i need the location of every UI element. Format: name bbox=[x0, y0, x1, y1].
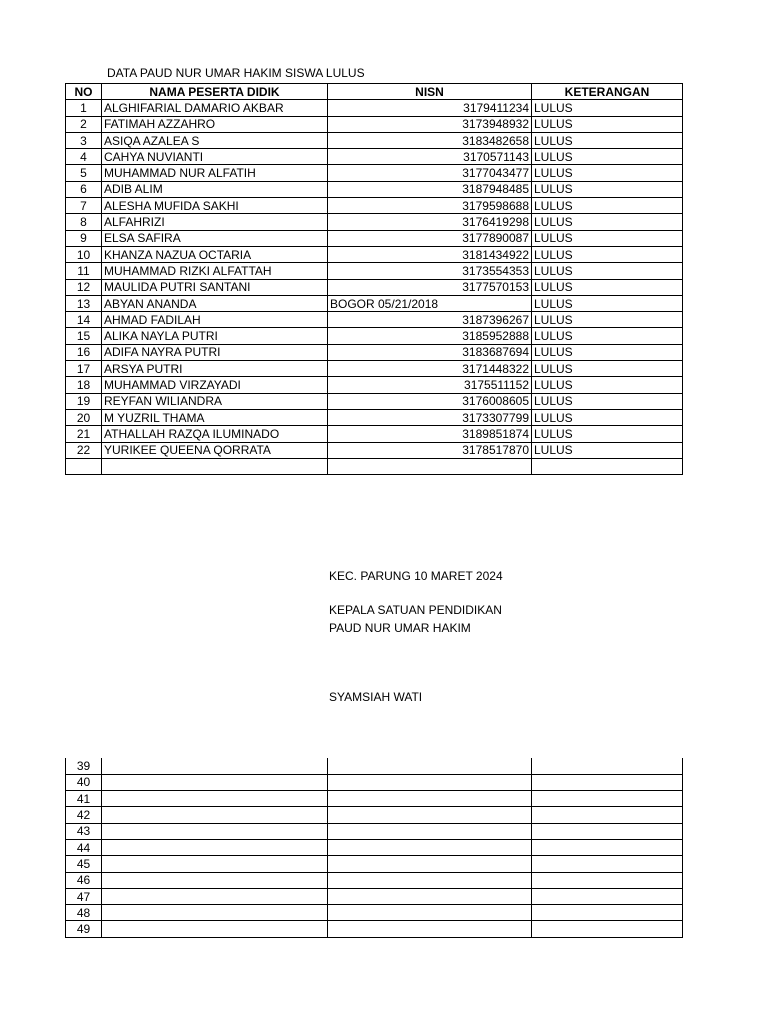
cell-keterangan: LULUS bbox=[532, 100, 683, 116]
cell-name bbox=[102, 905, 328, 921]
cell-no: 17 bbox=[66, 361, 102, 377]
table-row bbox=[66, 165, 683, 181]
table-row bbox=[66, 198, 683, 214]
cell-nisn: 3175511152 bbox=[328, 377, 532, 393]
table-row bbox=[66, 774, 683, 790]
header-name: NAMA PESERTA DIDIK bbox=[102, 84, 328, 100]
cell-no: 22 bbox=[66, 442, 102, 458]
cell-name: ELSA SAFIRA bbox=[102, 230, 328, 246]
table-row bbox=[66, 328, 683, 344]
cell-name: ALGHIFARIAL DAMARIO AKBAR bbox=[102, 100, 328, 116]
cell-keterangan bbox=[532, 856, 683, 872]
signature-place-date: KEC. PARUNG 10 MARET 2024 bbox=[329, 569, 503, 583]
cell-no bbox=[66, 458, 102, 474]
table-row bbox=[66, 807, 683, 823]
cell-keterangan: LULUS bbox=[532, 312, 683, 328]
cell-name bbox=[102, 856, 328, 872]
cell-nisn: 3176008605 bbox=[328, 393, 532, 409]
cell-name bbox=[102, 872, 328, 888]
cell-keterangan bbox=[532, 921, 683, 937]
cell-nisn bbox=[328, 458, 532, 474]
table-row bbox=[66, 149, 683, 165]
cell-no: 3 bbox=[66, 132, 102, 148]
table-row bbox=[66, 888, 683, 904]
cell-no: 15 bbox=[66, 328, 102, 344]
cell-nisn: 3187396267 bbox=[328, 312, 532, 328]
cell-no: 48 bbox=[66, 905, 102, 921]
table-row bbox=[66, 361, 683, 377]
cell-keterangan: LULUS bbox=[532, 295, 683, 311]
table-row bbox=[66, 426, 683, 442]
cell-keterangan bbox=[532, 774, 683, 790]
cell-no: 19 bbox=[66, 393, 102, 409]
student-table bbox=[65, 83, 683, 475]
header-no: NO bbox=[66, 84, 102, 100]
table-row bbox=[66, 312, 683, 328]
cell-nisn: 3170571143 bbox=[328, 149, 532, 165]
cell-no: 13 bbox=[66, 295, 102, 311]
cell-nisn bbox=[328, 872, 532, 888]
cell-name: ALESHA MUFIDA SAKHI bbox=[102, 198, 328, 214]
cell-nisn bbox=[328, 807, 532, 823]
cell-no: 21 bbox=[66, 426, 102, 442]
cell-nisn: 3173307799 bbox=[328, 409, 532, 425]
cell-keterangan: LULUS bbox=[532, 116, 683, 132]
cell-name bbox=[102, 791, 328, 807]
table-row bbox=[66, 214, 683, 230]
cell-name: ALIKA NAYLA PUTRI bbox=[102, 328, 328, 344]
cell-nisn: 3189851874 bbox=[328, 426, 532, 442]
cell-keterangan: LULUS bbox=[532, 361, 683, 377]
cell-name: YURIKEE QUEENA QORRATA bbox=[102, 442, 328, 458]
cell-no: 45 bbox=[66, 856, 102, 872]
continuation-table-body bbox=[66, 758, 683, 937]
cell-name bbox=[102, 823, 328, 839]
table-row bbox=[66, 132, 683, 148]
cell-no: 8 bbox=[66, 214, 102, 230]
cell-name: ATHALLAH RAZQA ILUMINADO bbox=[102, 426, 328, 442]
signature-position-line1: KEPALA SATUAN PENDIDIKAN bbox=[329, 603, 502, 617]
cell-keterangan bbox=[532, 839, 683, 855]
cell-nisn: 3178517870 bbox=[328, 442, 532, 458]
cell-keterangan bbox=[532, 888, 683, 904]
table-row bbox=[66, 921, 683, 937]
cell-no: 43 bbox=[66, 823, 102, 839]
cell-nisn bbox=[328, 791, 532, 807]
cell-no: 20 bbox=[66, 409, 102, 425]
cell-no: 11 bbox=[66, 263, 102, 279]
cell-name: ASIQA AZALEA S bbox=[102, 132, 328, 148]
cell-nisn bbox=[328, 905, 532, 921]
cell-name bbox=[102, 888, 328, 904]
cell-keterangan: LULUS bbox=[532, 409, 683, 425]
table-row bbox=[66, 791, 683, 807]
cell-no: 6 bbox=[66, 181, 102, 197]
cell-no: 42 bbox=[66, 807, 102, 823]
continuation-table bbox=[65, 758, 683, 938]
cell-nisn: 3173554353 bbox=[328, 263, 532, 279]
cell-no: 1 bbox=[66, 100, 102, 116]
cell-name: AHMAD FADILAH bbox=[102, 312, 328, 328]
cell-keterangan bbox=[532, 905, 683, 921]
cell-no: 16 bbox=[66, 344, 102, 360]
cell-no: 14 bbox=[66, 312, 102, 328]
table-row bbox=[66, 377, 683, 393]
cell-keterangan: LULUS bbox=[532, 263, 683, 279]
table-row bbox=[66, 263, 683, 279]
cell-nisn: 3177570153 bbox=[328, 279, 532, 295]
cell-nisn bbox=[328, 758, 532, 774]
cell-name: ARSYA PUTRI bbox=[102, 361, 328, 377]
cell-name: ABYAN ANANDA bbox=[102, 295, 328, 311]
cell-name: MAULIDA PUTRI SANTANI bbox=[102, 279, 328, 295]
cell-keterangan: LULUS bbox=[532, 442, 683, 458]
table-row bbox=[66, 246, 683, 262]
cell-nisn: 3183482658 bbox=[328, 132, 532, 148]
cell-nisn: 3177043477 bbox=[328, 165, 532, 181]
cell-keterangan: LULUS bbox=[532, 344, 683, 360]
cell-no: 2 bbox=[66, 116, 102, 132]
header-keterangan: KETERANGAN bbox=[532, 84, 683, 100]
table-row bbox=[66, 344, 683, 360]
table-row bbox=[66, 458, 683, 474]
cell-no: 7 bbox=[66, 198, 102, 214]
cell-nisn: 3187948485 bbox=[328, 181, 532, 197]
cell-keterangan: LULUS bbox=[532, 230, 683, 246]
cell-nisn: 3173948932 bbox=[328, 116, 532, 132]
cell-no: 9 bbox=[66, 230, 102, 246]
cell-nisn: 3171448322 bbox=[328, 361, 532, 377]
table-header-row bbox=[66, 84, 683, 100]
cell-no: 18 bbox=[66, 377, 102, 393]
table-row bbox=[66, 409, 683, 425]
cell-no: 40 bbox=[66, 774, 102, 790]
table-row bbox=[66, 116, 683, 132]
cell-keterangan: LULUS bbox=[532, 393, 683, 409]
cell-keterangan: LULUS bbox=[532, 246, 683, 262]
cell-keterangan: LULUS bbox=[532, 214, 683, 230]
cell-no: 49 bbox=[66, 921, 102, 937]
cell-name bbox=[102, 758, 328, 774]
document-title: DATA PAUD NUR UMAR HAKIM SISWA LULUS bbox=[107, 66, 365, 80]
cell-keterangan: LULUS bbox=[532, 149, 683, 165]
cell-name bbox=[102, 774, 328, 790]
cell-no: 4 bbox=[66, 149, 102, 165]
table-row bbox=[66, 442, 683, 458]
table-row bbox=[66, 100, 683, 116]
cell-nisn bbox=[328, 823, 532, 839]
cell-no: 41 bbox=[66, 791, 102, 807]
header-nisn: NISN bbox=[328, 84, 532, 100]
cell-nisn bbox=[328, 774, 532, 790]
cell-name bbox=[102, 458, 328, 474]
cell-nisn: 3183687694 bbox=[328, 344, 532, 360]
cell-name: MUHAMMAD NUR ALFATIH bbox=[102, 165, 328, 181]
cell-keterangan: LULUS bbox=[532, 377, 683, 393]
cell-no: 44 bbox=[66, 839, 102, 855]
cell-nisn: 3176419298 bbox=[328, 214, 532, 230]
table-row bbox=[66, 905, 683, 921]
cell-no: 10 bbox=[66, 246, 102, 262]
table-row bbox=[66, 393, 683, 409]
cell-keterangan: LULUS bbox=[532, 165, 683, 181]
cell-nisn: 3181434922 bbox=[328, 246, 532, 262]
cell-no: 39 bbox=[66, 758, 102, 774]
cell-keterangan: LULUS bbox=[532, 181, 683, 197]
cell-name: REYFAN WILIANDRA bbox=[102, 393, 328, 409]
cell-name: M YUZRIL THAMA bbox=[102, 409, 328, 425]
cell-keterangan bbox=[532, 872, 683, 888]
cell-nisn bbox=[328, 921, 532, 937]
table-row bbox=[66, 279, 683, 295]
student-table-body bbox=[66, 100, 683, 475]
cell-name bbox=[102, 921, 328, 937]
cell-nisn bbox=[328, 839, 532, 855]
cell-keterangan: LULUS bbox=[532, 279, 683, 295]
cell-nisn: 3179411234 bbox=[328, 100, 532, 116]
cell-nisn: 3185952888 bbox=[328, 328, 532, 344]
cell-no: 12 bbox=[66, 279, 102, 295]
cell-keterangan: LULUS bbox=[532, 328, 683, 344]
cell-keterangan: LULUS bbox=[532, 132, 683, 148]
cell-name: KHANZA NAZUA OCTARIA bbox=[102, 246, 328, 262]
table-row bbox=[66, 758, 683, 774]
table-row bbox=[66, 823, 683, 839]
cell-no: 47 bbox=[66, 888, 102, 904]
table-row bbox=[66, 872, 683, 888]
signature-position-line2: PAUD NUR UMAR HAKIM bbox=[329, 621, 471, 635]
table-row bbox=[66, 230, 683, 246]
cell-nisn: BOGOR 05/21/2018 bbox=[328, 295, 532, 311]
cell-nisn: 3177890087 bbox=[328, 230, 532, 246]
table-row bbox=[66, 181, 683, 197]
cell-keterangan bbox=[532, 458, 683, 474]
cell-keterangan bbox=[532, 823, 683, 839]
cell-name: MUHAMMAD VIRZAYADI bbox=[102, 377, 328, 393]
signature-signer-name: SYAMSIAH WATI bbox=[329, 690, 423, 704]
cell-name: FATIMAH AZZAHRO bbox=[102, 116, 328, 132]
cell-keterangan: LULUS bbox=[532, 426, 683, 442]
table-row bbox=[66, 839, 683, 855]
cell-name bbox=[102, 839, 328, 855]
table-row bbox=[66, 856, 683, 872]
cell-name: ALFAHRIZI bbox=[102, 214, 328, 230]
cell-name: MUHAMMAD RIZKI ALFATTAH bbox=[102, 263, 328, 279]
cell-nisn bbox=[328, 888, 532, 904]
cell-name: CAHYA NUVIANTI bbox=[102, 149, 328, 165]
cell-nisn: 3179598688 bbox=[328, 198, 532, 214]
cell-keterangan bbox=[532, 758, 683, 774]
cell-keterangan bbox=[532, 791, 683, 807]
cell-no: 5 bbox=[66, 165, 102, 181]
cell-name: ADIB ALIM bbox=[102, 181, 328, 197]
cell-no: 46 bbox=[66, 872, 102, 888]
cell-keterangan bbox=[532, 807, 683, 823]
cell-keterangan: LULUS bbox=[532, 198, 683, 214]
cell-nisn bbox=[328, 856, 532, 872]
cell-name bbox=[102, 807, 328, 823]
cell-name: ADIFA NAYRA PUTRI bbox=[102, 344, 328, 360]
table-row bbox=[66, 295, 683, 311]
